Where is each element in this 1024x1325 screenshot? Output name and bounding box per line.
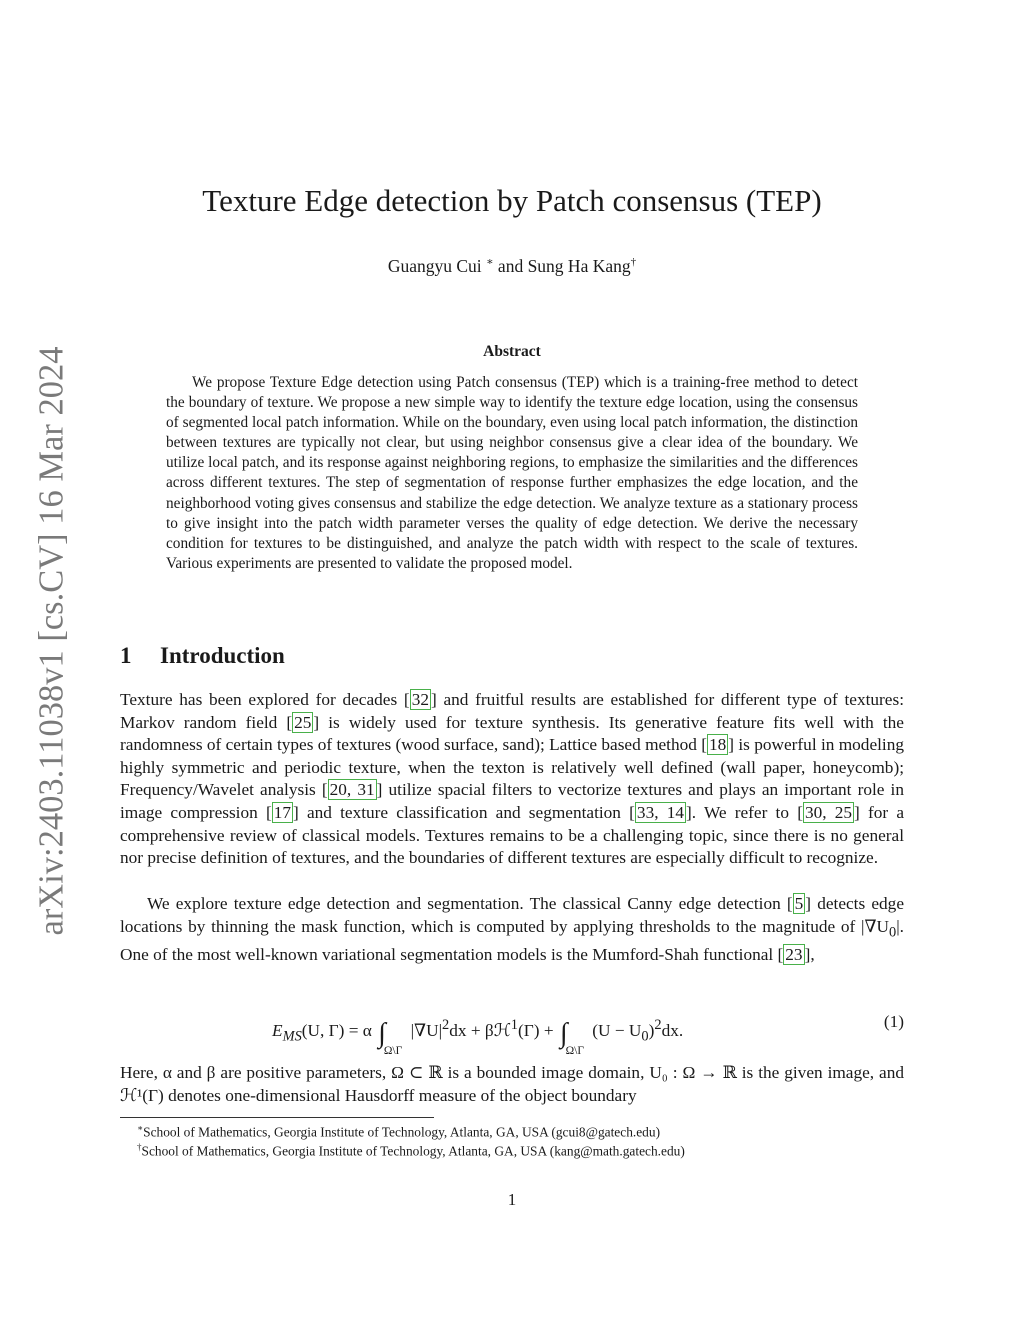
- abstract-heading: Abstract: [483, 343, 541, 360]
- intro-paragraph-3: Here, α and β are positive parameters, Ω ⊂ ℝ is a bounded image domain, U₀ : Ω → ℝ is the given image, and ℋ¹(Γ) denotes one-dimensional Hausdorff measure of the object boundary: [120, 1063, 904, 1105]
- section-title: Introduction: [160, 643, 285, 668]
- author-line: [0, 255, 1024, 277]
- footnote-2: †School of Mathematics, Georgia Institute of Technology, Atlanta, GA, USA (kang@math.gatech.edu): [137, 1142, 685, 1159]
- author-name: Guangyu Cui: [387, 255, 482, 276]
- citation-link[interactable]: 18: [709, 735, 727, 755]
- intro-paragraph-2: We explore texture edge detection and segmentation. The classical Canny edge detection [ 5 ] detects edge locations by thinning the mask function, which is computed by applying thresholds to the magnitude of $|\nabla U_0|$. One of the most well-known variational segmentation models is the Mumford-Shah functional [ 23 ],: [120, 894, 904, 964]
- arxiv-identifier: arXiv:2403.11038v1 [cs.CV] 16 Mar 2024: [32, 346, 71, 936]
- page-number: 1: [507, 1190, 517, 1209]
- integral-sign-icon: ∫: [378, 1018, 386, 1049]
- citation-link[interactable]: 23: [785, 944, 803, 964]
- integral-sign-icon: ∫: [559, 1018, 568, 1049]
- author-name: Sung Ha Kang: [527, 255, 631, 276]
- citation-link[interactable]: 17: [273, 802, 292, 822]
- author-conjunction: and: [497, 255, 524, 276]
- abstract-text: We propose Texture Edge detection using Patch consensus (TEP) which is a training-free method to detect the boundary of texture. We propose a new simple way to identify the texture edge location, using the consensus of segmented local patch information. While on the boundary, even using local patch information, the distinction between textures are typically not clear, but using neighbor consensus give a clear idea of the boundary. We utilize local patch, and its response against neighboring regions, to emphasize the similarities and the differences across different textures. The step of segmentation of response further emphasizes the edge location, and the neighborhood voting gives consensus and stabilize the edge detection. We analyze texture as a stationary process to give insight into the patch width parameter verses the quality of edge detection. We derive the necessary condition for textures to be distinguished, and analyze the patch width with respect to the scale of textures. Various experiments are presented to validate the proposed model.: [166, 374, 858, 572]
- intro-paragraph-1: Texture has been explored for decades [ 32 ] and fruitful results are established for different type of textures: Markov random field [ 25 ] is widely used for texture synthesis. Its generative feature fits well with the randomness of certain types of textures (wood surface, sand); Lattice based method [ 18 ] is powerful in modeling highly symmetric and periodic texture, when the texton is relatively well defined (wall paper, honeycomb); Frequency/Wavelet analysis [ 20, 31 ] utilize spacial filters to vectorize textures and plays an important role in image compression [ 17 ] and texture classification and segmentation [ 33, 14 ]. We refer to [ 30, 25 ] for a comprehensive review of classical models. Textures remains to be a challenging topic, since there is no general nor precise definition of textures, and the boundaries of different textures are especially difficult to recognize.: [120, 690, 905, 868]
- citation-link[interactable]: 33, 14: [636, 802, 684, 822]
- section-heading: [120, 643, 285, 669]
- footnote-marker[interactable]: ∗: [486, 256, 494, 268]
- section-number: 1: [120, 643, 132, 668]
- citation-link[interactable]: 20, 31: [329, 780, 375, 800]
- footnote-marker[interactable]: †: [630, 256, 637, 268]
- equation-mumford-shah: $E_{MS}(U$, Γ) = α $\int_{\Omega\backslash\Gamma}$ $|\nabla U|^2dx$ + βℋ$^1$(Γ) + $\int_{\Omega\backslash\Gamma}$ $(U - U_0)^2dx$. (1): [272, 1012, 904, 1057]
- citation-link[interactable]: 30, 25: [804, 802, 853, 822]
- footnote-rule: [120, 1117, 434, 1118]
- citation-link[interactable]: 32: [411, 690, 429, 709]
- paper-title: Texture Edge detection by Patch consensus (TEP): [202, 183, 822, 218]
- citation-link[interactable]: 25: [294, 712, 312, 732]
- equation-number: (1): [883, 1012, 904, 1031]
- footnote-1: ∗School of Mathematics, Georgia Institute of Technology, Atlanta, GA, USA (gcui8@gatech.edu): [137, 1123, 661, 1140]
- citation-link[interactable]: 5: [794, 894, 804, 913]
